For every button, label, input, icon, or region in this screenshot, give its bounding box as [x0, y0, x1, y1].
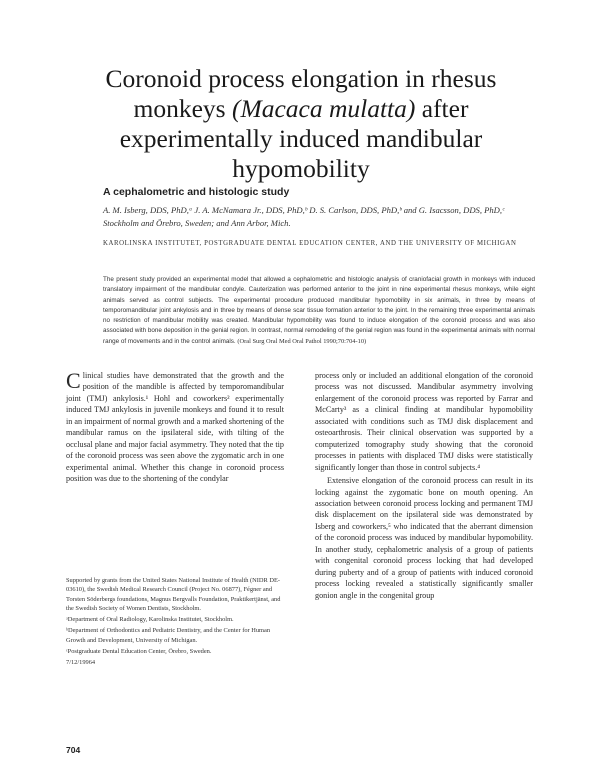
abstract-text: The present study provided an experimental model that allowed a cephalometric and histologic analysis of craniofacial growth in monkeys with induced translatory impairment of the mandibular condyle. Cauterization was performed anterior to the joint in nine experimental rhesus monkeys, while eight animals served as control subjects. The experimental procedure produced mandibular hypomobility in six animals, in three by means of temporomandibular joint ankylosis and in three by means of dense scar tissue formation anterior to the joint. In the remaining three experimental animals no restriction of mandibular mobility was created. Mandibular hypomobility was found to induce elongation of the coronoid process and was also associated with bone deposition in the genial region. In contrast, normal remodeling of the genial region was found in the experimental animals with normal range of movements and in the control animals. — [103, 276, 535, 345]
article-title — [66, 64, 536, 184]
intro-paragraph — [66, 370, 284, 485]
intro-text: linical studies have demonstrated that the growth and the position of the mandible is affected by temporomandibular joint (TMJ) ankylosis.¹ Hohl and coworkers² experimentally induced TMJ ankylosis in juvenile monkeys and found it to result in an impairment of normal growth and a marked shortening of the mandibular ramus on the ipsilateral side, with tilting of the occlusal plane and major facial asymmetry. They noted that the tip of the coronoid process was seen above the zygomatic arch in one experimental animal. Whether this change in coronoid process position was due to the shortening of the condylar — [66, 371, 284, 484]
drop-cap: C — [66, 368, 81, 393]
affiliation: KAROLINSKA INSTITUTET, POSTGRADUATE DENTAL EDUCATION CENTER, AND THE UNIVERSITY OF MICHIGAN — [103, 240, 517, 247]
title-part-1: Coronoid process elongation in rhesus monkeys — [105, 64, 497, 123]
author-list: A. M. Isberg, DDS, PhD,ᵃ J. A. McNamara Jr., DDS, PhD,ᵇ D. S. Carlson, DDS, PhD,ᵇ and G. Isacsson, DDS, PhD,ᶜ Stockholm and Örebro, Sweden; and Ann Arbor, Mich. — [103, 205, 505, 228]
body-column-left — [66, 370, 284, 485]
footnote-a: ᵃDepartment of Oral Radiology, Karolinska Institutet, Stockholm. — [66, 616, 234, 624]
abstract-citation: (Oral Surg Oral Med Oral Pathol 1990;70:704-10) — [237, 337, 367, 345]
page-number: 704 — [66, 745, 81, 755]
title-part-2: after experimentally induced mandibular hypomobility — [119, 94, 483, 183]
article-subtitle: A cephalometric and histologic study — [103, 186, 290, 198]
footnote-b: ᵇDepartment of Orthodontics and Pediatric Dentistry, and the Center for Human Growth and Development, University of Michigan. — [66, 627, 271, 644]
body-column-right — [315, 370, 533, 601]
paragraph-1: process only or included an additional elongation of the coronoid process was not discussed. Mandibular asymmetry involving enlargement of the coronoid process was reported by Farrar and McCarty³ as a clinical finding at mandibular hypomobility associated with conditions such as TMJ disk displacement and osteoarthrosis. Their clinical observation was supported by a computerized tomography study showing that the coronoid processes in patients with displaced TMJ disks were statistically significantly longer than those in control subjects.⁴ — [315, 371, 533, 472]
footnote-support: Supported by grants from the United States National Institute of Health (NIDR DE-03610), the Swedish Medical Research Council (Project No. 06877), Fégner and Torsten Söderbergs foundations, Magnus Bergvalls Foundation, Praktikertjänst, and the Swedish Society of Women Dentists, Stockholm. — [66, 577, 281, 612]
abstract — [103, 275, 535, 347]
footnote-c: ᶜPostgraduate Dental Education Center, Örebro, Sweden. — [66, 648, 212, 656]
footnote-code: 7/12/19964 — [66, 659, 96, 667]
footnotes — [66, 576, 284, 670]
title-species: (Macaca mulatta) — [231, 94, 416, 123]
paragraph-2: Extensive elongation of the coronoid process can result in its locking against the zygomatic bone on mouth opening. An association between coronoid process locking and permanent TMJ disk displacement on the ipsilateral side was demonstrated by Isberg and coworkers,⁵ who indicated that the aberrant dimension of the coronoid process was induced by mandibular hypomobility. In another study, cephalometric analysis of a group of patients with congenital coronoid process locking that had developed during puberty and of a group of patients with induced coronoid process locking revealed a statistically significantly smaller gonion angle in the congenital group — [315, 476, 533, 600]
